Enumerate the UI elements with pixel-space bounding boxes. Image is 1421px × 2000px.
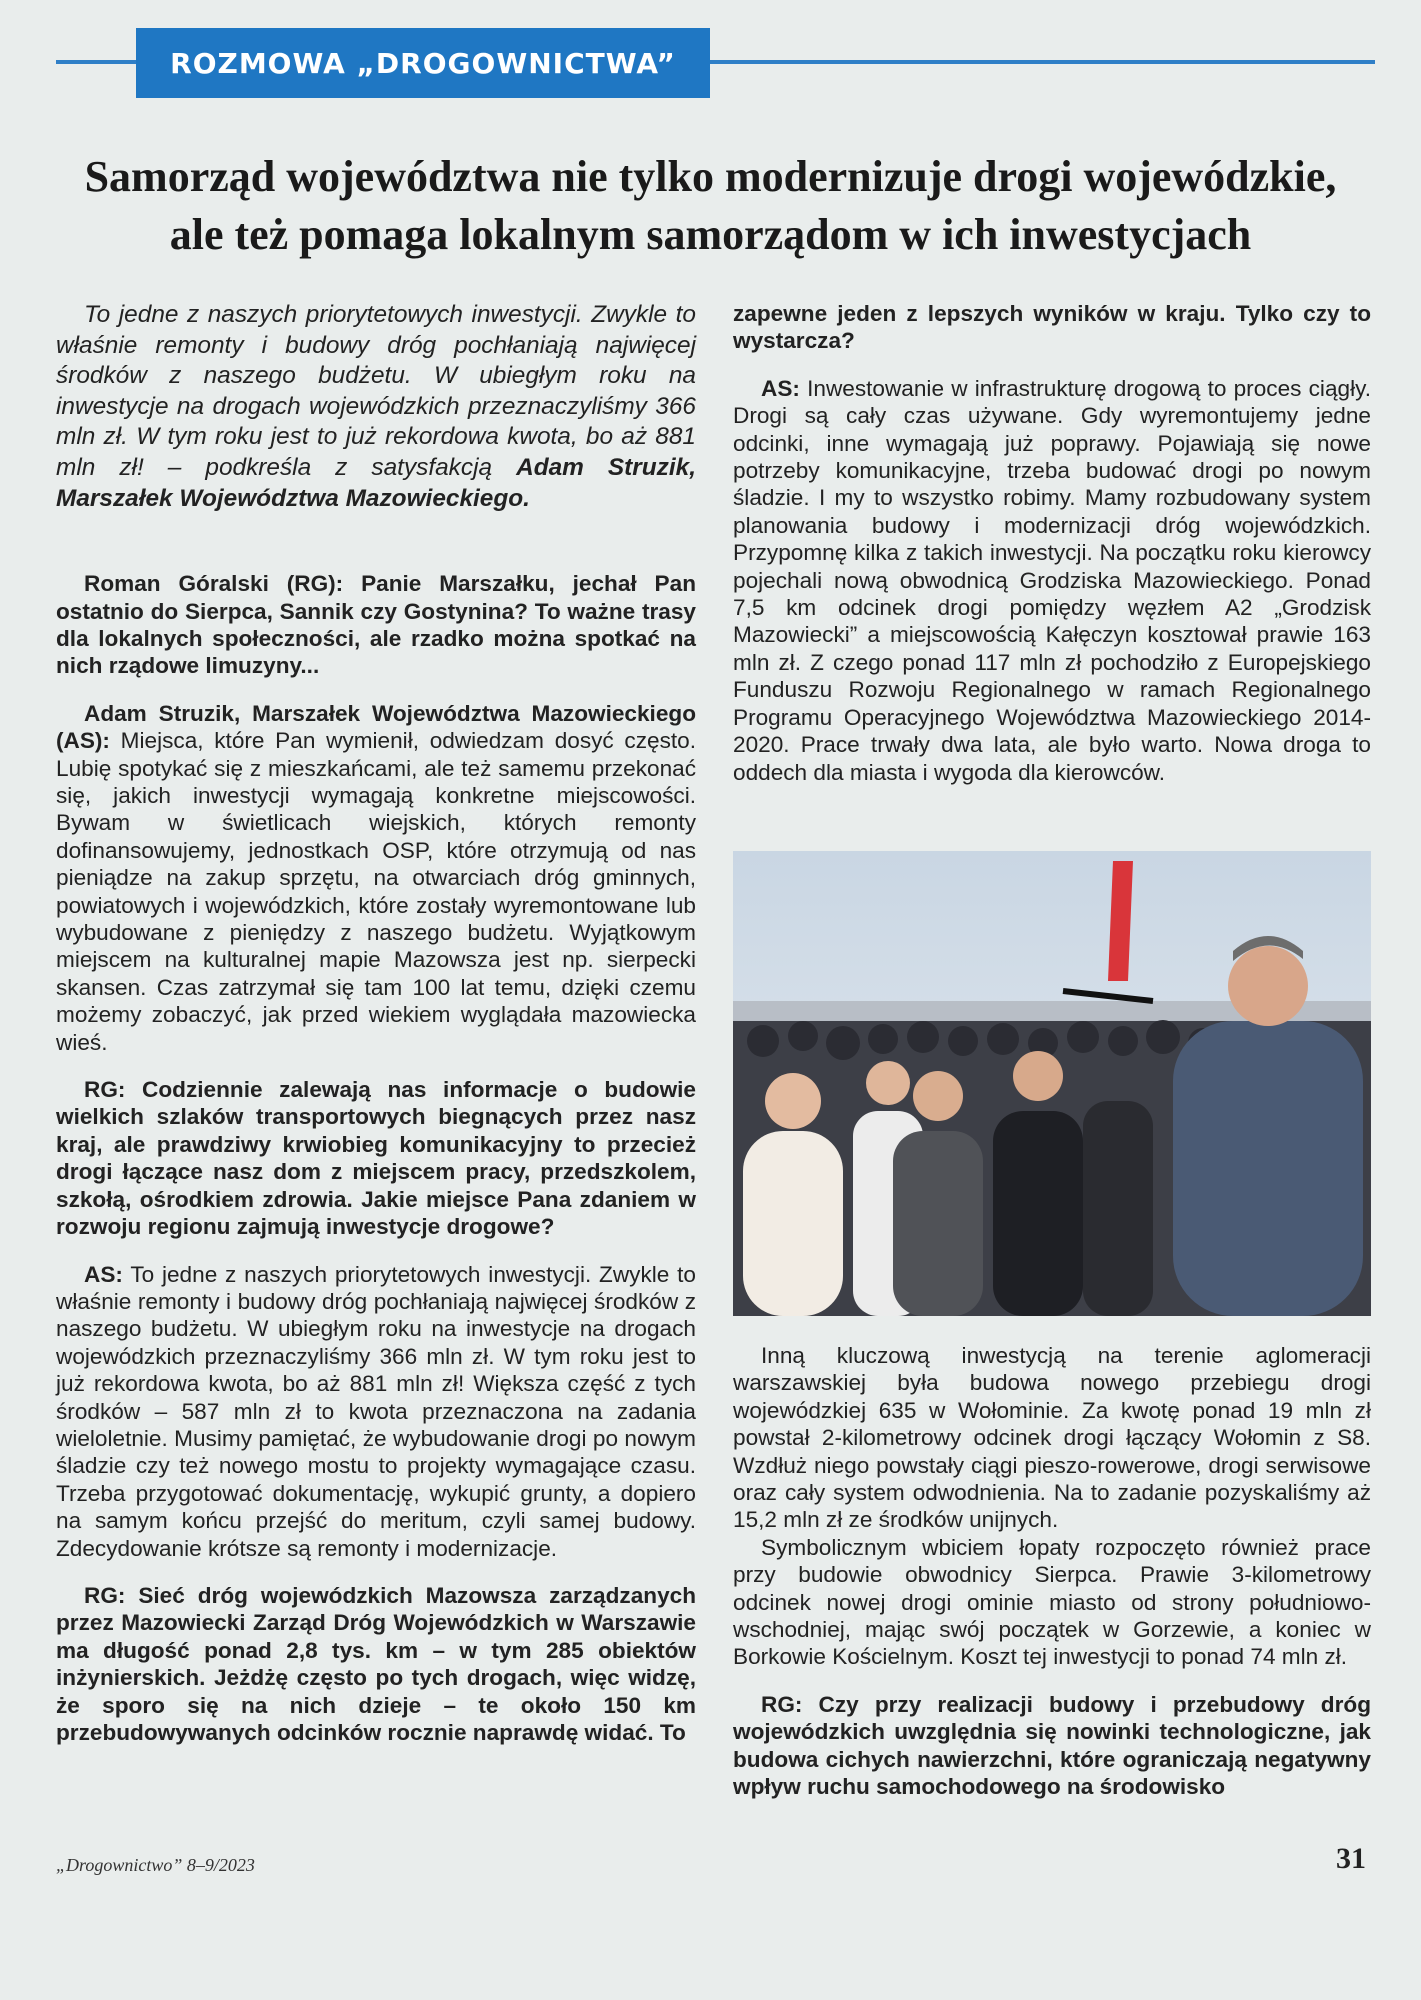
page-number: 31 [1336, 1842, 1366, 1875]
section-tag [136, 28, 710, 98]
paragraph-wolomin: Inną kluczową inwestycją na terenie aglomeracji warszawskiej była budowa nowego przebiegu drogi wojewódzkiej 635 w Wołominie. Za kwotę ponad 19 mln zł powstał 2-kilometrowy odcinek drogi łączący Wołomin z S8. Wzdłuż niego powstały ciągi pieszo-rowerowe, drogi serwisowe oraz cały system odwodnienia. Na to zadanie pozyskaliśmy aż 15,2 mln zł ze środków unijnych. [733, 1343, 1371, 1533]
answer-1 [56, 700, 696, 1056]
answer-1-speaker: Adam Struzik, Marszałek Województwa Mazowieckiego (AS): [56, 700, 696, 754]
crowd-photo-illustration [733, 851, 1371, 1316]
lead-author: Adam Struzik, Marszałek Województwa Mazowieckiego. [56, 453, 696, 512]
right-column [733, 300, 1371, 786]
right-column-bottom [733, 1342, 1371, 1801]
question-1: Roman Góralski (RG): Panie Marszałku, jechał Pan ostatnio do Sierpca, Sannik czy Gostynina? To ważne trasy dla lokalnych społeczności, ale rzadko można spotkać na nich rządowe limuzyny... [56, 571, 696, 679]
question-3: RG: Sieć dróg wojewódzkich Mazowsza zarządzanych przez Mazowiecki Zarząd Dróg Wojewódzkich w Warszawie ma długość ponad 2,8 tys. km – w tym 285 obiektów inżynierskich. Jeżdżę często po tych drogach, więc widzę, że sporo się na nich dzieje – te około 150 km przebudowywanych odcinków rocznie naprawdę widać. To [56, 1582, 696, 1745]
left-column [56, 300, 696, 1746]
answer-3 [733, 375, 1371, 786]
event-photo [733, 851, 1371, 1316]
paragraph-sierpc: Symbolicznym wbiciem łopaty rozpoczęto również prace przy budowie obwodnicy Sierpca. Prawie 3-kilometrowy odcinek nowej drogi ominie miasto od strony południowo-wschodniej, mając swój początek w Gorzewie, a koniec w Borkowie Kościelnym. Koszt tej inwestycji to ponad 74 mln zł. [733, 1534, 1371, 1670]
headline-line-1: Samorząd województwa nie tylko modernizuje drogi wojewódzkie, [84, 152, 1337, 201]
answer-1-text: Miejsca, które Pan wymienił, odwiedzam dosyć często. Lubię spotykać się z mieszkańcami, ale też samemu przekonać się, jakich inwestycji wymagają konkretne miejscowości. Bywam w świetlicach wiejskich, których remonty dofinansowujemy, jednostkach OSP, które otrzymują od nas pieniądze na zakup sprzętu, na otwarciach dróg gminnych, powiatowych i wojewódzkich, które zostały wyremontowane lub wybudowane z pieniędzy z naszego budżetu. Wyjątkowym miejscem na kulturalnej mapie Mazowsza jest np. sierpecki skansen. Czas zatrzymał się tam 100 lat temu, dzięki czemu możemy zobaczyć, jak przed wiekiem wyglądała mazowiecka wieś. [56, 728, 696, 1055]
magazine-issue: „Drogownictwo” 8–9/2023 [56, 1855, 255, 1875]
header-rule-right [710, 60, 1375, 64]
answer-2-text: To jedne z naszych priorytetowych inwestycji. Zwykle to właśnie remonty i budowy dróg pochłaniają najwięcej środków z naszego budżetu. W ubiegłym roku na inwestycje na drogach wojewódzkich przeznaczyliśmy 366 mln zł. W tym roku jest to już rekordowa kwota, bo aż 881 mln zł! Większa część z tych środków – 587 mln zł to kwota przeznaczona na zadania wieloletnie. Musimy pamiętać, że wybudowanie drogi po nowym śladzie czy też nowego mostu to projekty wymagające czasu. Trzeba przygotować dokumentację, wykupić grunty, a dopiero na samym końcu przejść do meritum, czyli samej budowy. Zdecydowanie krótsze są remonty i modernizacje. [56, 1261, 696, 1561]
header-rule-left [56, 60, 136, 64]
question-4: RG: Czy przy realizacji budowy i przebudowy dróg wojewódzkich uwzględnia się nowinki technologiczne, jak budowa cichych nawierzchni, które ograniczają negatywny wpływ ruchu samochodowego na środowisko [733, 1691, 1371, 1800]
answer-3-speaker: AS: [761, 375, 800, 401]
lead-text: To jedne z naszych priorytetowych inwestycji. Zwykle to właśnie remonty i budowy dróg pochłaniają najwięcej środków z naszego budżetu. W ubiegłym roku na inwestycje na drogach wojewódzkich przeznaczyliśmy 366 mln zł. W tym roku jest to już rekordowa kwota, bo aż 881 mln zł! – podkreśla z satysfakcją [56, 301, 696, 481]
headline-line-2: ale też pomaga lokalnym samorządom w ich inwestycjach [169, 210, 1252, 259]
section-label: ROZMOWA „DROGOWNICTWA” [170, 46, 676, 80]
answer-3-text: Inwestowanie w infrastrukturę drogową to proces ciągły. Drogi są cały czas używane. Gdy wyremontujemy jedne odcinki, inne wymagają już poprawy. Pojawiają się nowe potrzeby komunikacyjne, trzeba budować drogi po nowym śladzie. I my to wszystko robimy. Mamy rozbudowany system planowania budowy i modernizacji dróg wojewódzkich. Przypomnę kilka z takich inwestycji. Na początku roku kierowcy pojechali nową obwodnicą Grodziska Mazowieckiego. Ponad 7,5 km odcinek drogi pomiędzy węzłem A2 „Grodzisk Mazowiecki” a miejscowością Kałęczyn kosztował prawie 163 mln zł. Z czego ponad 117 mln zł pochodziło z Europejskiego Funduszu Rozwoju Regionalnego w ramach Regionalnego Programu Operacyjnego Województwa Mazowieckiego 2014-2020. Prace trwały dwa lata, ale było warto. Nowa droga to oddech dla miasta i wygoda dla kierowców. [733, 375, 1371, 785]
answer-2 [56, 1261, 696, 1562]
answer-2-speaker: AS: [84, 1261, 123, 1287]
question-2: RG: Codziennie zalewają nas informacje o budowie wielkich szlaków transportowych biegnących przez nasz kraj, ale prawdziwy krwiobieg komunikacyjny to przecież drogi łączące nasz dom z miejscem pracy, przedszkolem, szkołą, ośrodkiem zdrowia. Jakie miejsce Pana zdaniem w rozwoju regionu zajmują inwestycje drogowe? [56, 1077, 696, 1240]
lead-paragraph [56, 300, 696, 514]
question-3-continued: zapewne jeden z lepszych wyników w kraju. Tylko czy to wystarcza? [733, 301, 1371, 354]
headline [40, 148, 1381, 264]
